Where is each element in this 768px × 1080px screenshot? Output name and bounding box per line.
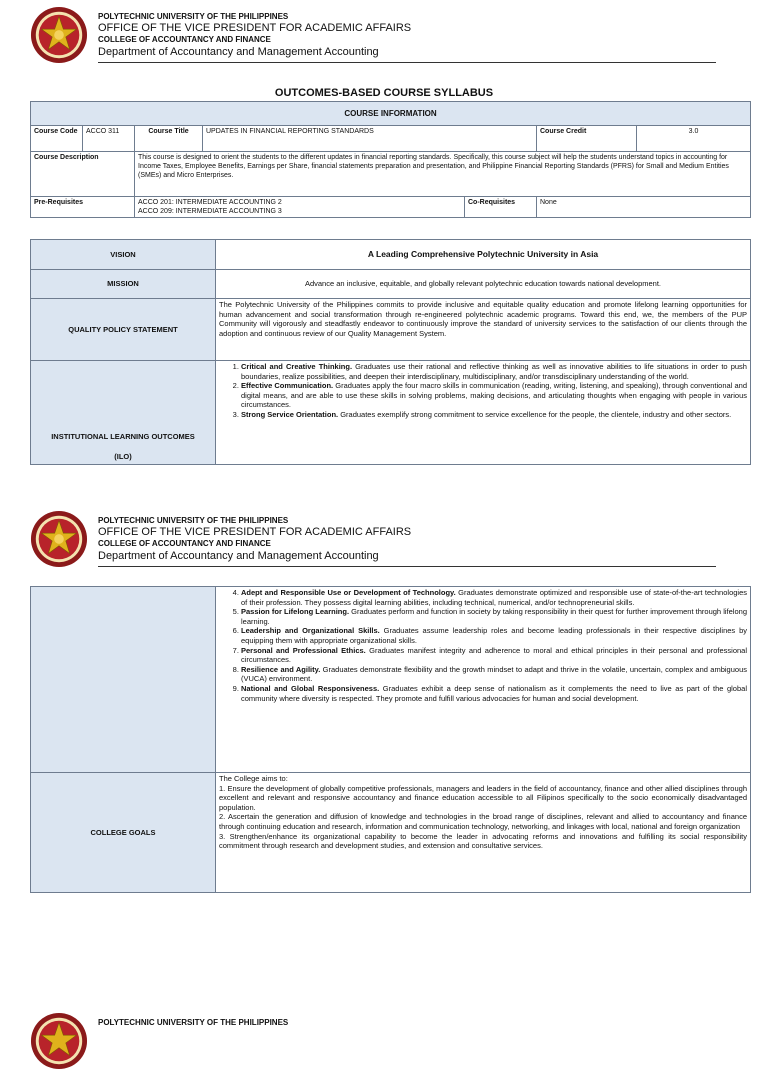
ilo-item: 4. Adept and Responsible Use or Development of Technology. Graduates demonstrate optimized and responsible use of state-of-the-art technologies of their profession. They possess digital learning abilities, including technical, numerical, and/or technopreneurial skills. [241,588,747,607]
mission-text: Advance an inclusive, equitable, and globally relevant polytechnic education towards national development. [216,270,751,299]
university-name: POLYTECHNIC UNIVERSITY OF THE PHILIPPINES [98,516,289,525]
syllabus-title: OUTCOMES-BASED COURSE SYLLABUS [274,87,494,99]
college-goal-item: 3. Strengthen/enhance its organizational capability to become the leader in advocating reforms and innovations and fulfilling its social responsibility commitment through research and development studies, and extension and consultative services. [219,831,747,851]
ilo-label-abbr: (ILO) [114,452,132,462]
ilo-list [216,361,751,465]
ilo-continued-label [31,587,216,773]
vision-mission-table [30,239,751,465]
page-header [30,1012,730,1080]
page-header [30,510,730,578]
prerequisite-item: ACCO 209: INTERMEDIATE ACCOUNTING 3 [138,208,282,215]
ilo-label [31,361,216,465]
course-code: ACCO 311 [83,126,135,152]
ilo-item: 6. Leadership and Organizational Skills. Graduates assume leadership roles and become leading professionals in their respective disciplines by equipping them with appropriate organizational skills. [241,626,747,645]
college-goals-label: COLLEGE GOALS [31,773,216,893]
quality-policy-text: The Polytechnic University of the Philippines commits to provide inclusive and equitable quality education and promote lifelong learning opportunities for human advancement and social transformation through re-engineered polytechnic academic programs. Toward this end, we, the members of the PUP Community will vigorously and steadfastly endeavor to continuously improve the standard of university services to the satisfaction of our clients through the adoption and continuous review of our Quality Management System. [216,299,751,361]
corequisites: None [537,197,751,218]
college-goals-intro: The College aims to: [219,774,288,783]
university-seal-icon [30,6,88,64]
course-description: This course is designed to orient the students to the different updates in financial reporting standards. Specifically, this course subject will help the students understand topics in accounting for Income Taxes, Employee Benefits, Earnings per Share, financial statements preparation and presentation, and Philippine Financial Reporting Standards (PFRS) for Small and Medium Entities (SMEs) and Micro Enterprises. [135,152,751,197]
university-name: POLYTECHNIC UNIVERSITY OF THE PHILIPPINES [98,12,289,21]
mission-label: MISSION [31,270,216,299]
vision-text: A Leading Comprehensive Polytechnic University in Asia [216,240,751,270]
office-name: OFFICE OF THE VICE PRESIDENT FOR ACADEMIC AFFAIRS [98,526,412,538]
ilo-label-text: INSTITUTIONAL LEARNING OUTCOMES [51,431,195,441]
college-goals-text [216,773,751,893]
ilo-item: 9. National and Global Responsiveness. Graduates exhibit a deep sense of nationalism as it complements the need to live as part of the global community where diversity is respected. They promote and fulfill various advocacies for human and social development. [241,684,747,703]
course-title-label: Course Title [135,126,203,152]
department-name: Department of Accountancy and Management Accounting [98,550,379,562]
course-information-table [30,101,751,218]
ilo-item: 7. Personal and Professional Ethics. Graduates manifest integrity and adherence to moral and ethical principles in their personal and professional circumstances. [241,646,747,665]
ilo-item: 2. Effective Communication. Graduates apply the four macro skills in communication (reading, writing, listening, and speaking), through conventional and digital means, and are able to use these skills in solving problems, making decisions, and articulating thoughts when engaging with people in various circumstances. [241,381,747,410]
college-name: COLLEGE OF ACCOUNTANCY AND FINANCE [98,539,271,548]
ilo-item: 1. Critical and Creative Thinking. Graduates use their rational and reflective thinking as well as innovative abilities to life situations in order to push boundaries, realize possibilities, and deepen their interdisciplinary, multidisciplinary, and/or transdisciplinary understanding of the world. [241,362,747,381]
university-name: POLYTECHNIC UNIVERSITY OF THE PHILIPPINES [98,1018,289,1027]
header-divider [98,566,716,567]
prerequisites [135,197,465,218]
course-title: UPDATES IN FINANCIAL REPORTING STANDARDS [203,126,537,152]
prerequisite-item: ACCO 201: INTERMEDIATE ACCOUNTING 2 [138,199,282,206]
course-credit: 3.0 [637,126,751,152]
course-code-label: Course Code [31,126,83,152]
corequisites-label: Co-Requisites [465,197,537,218]
department-name: Department of Accountancy and Management Accounting [98,46,379,58]
university-seal-icon [30,510,88,568]
ilo-item: 3. Strong Service Orientation. Graduates exemplify strong commitment to service excellence for the people, the clientele, industry and other sectors. [241,410,747,420]
college-goal-item: 1. Ensure the development of globally competitive professionals, managers and leaders in the field of accountancy, finance and other allied disciplines through excellent and relevant and responsive accountancy and finance education accessible to all Filipinos specifically to the socio economically disadvantaged population. [219,783,747,812]
university-seal-icon [30,1012,88,1070]
prerequisites-label: Pre-Requisites [31,197,135,218]
college-goal-item: 2. Ascertain the generation and diffusion of knowledge and technologies in the broad range of disciplines, relevant and allied to accountancy and finance through continuing education and research, information and communication technology, networking, and linkages with local, national and foreign organization [219,812,747,831]
college-name: COLLEGE OF ACCOUNTANCY AND FINANCE [98,35,271,44]
course-credit-label: Course Credit [537,126,637,152]
ilo-goals-table [30,586,751,893]
header-divider [98,62,716,63]
ilo-item: 8. Resilience and Agility. Graduates demonstrate flexibility and the growth mindset to adapt and thrive in the volatile, uncertain, complex and ambiguous (VUCA) environment. [241,665,747,684]
page-header [30,6,730,74]
vision-label: VISION [31,240,216,270]
quality-policy-label: QUALITY POLICY STATEMENT [31,299,216,361]
course-description-label: Course Description [31,152,135,197]
office-name: OFFICE OF THE VICE PRESIDENT FOR ACADEMIC AFFAIRS [98,22,412,34]
ilo-list-continued [216,587,751,773]
course-info-heading: COURSE INFORMATION [31,102,751,126]
ilo-item: 5. Passion for Lifelong Learning. Graduates perform and function in society by taking responsibility in their quest for further improvement through lifelong learning. [241,607,747,626]
